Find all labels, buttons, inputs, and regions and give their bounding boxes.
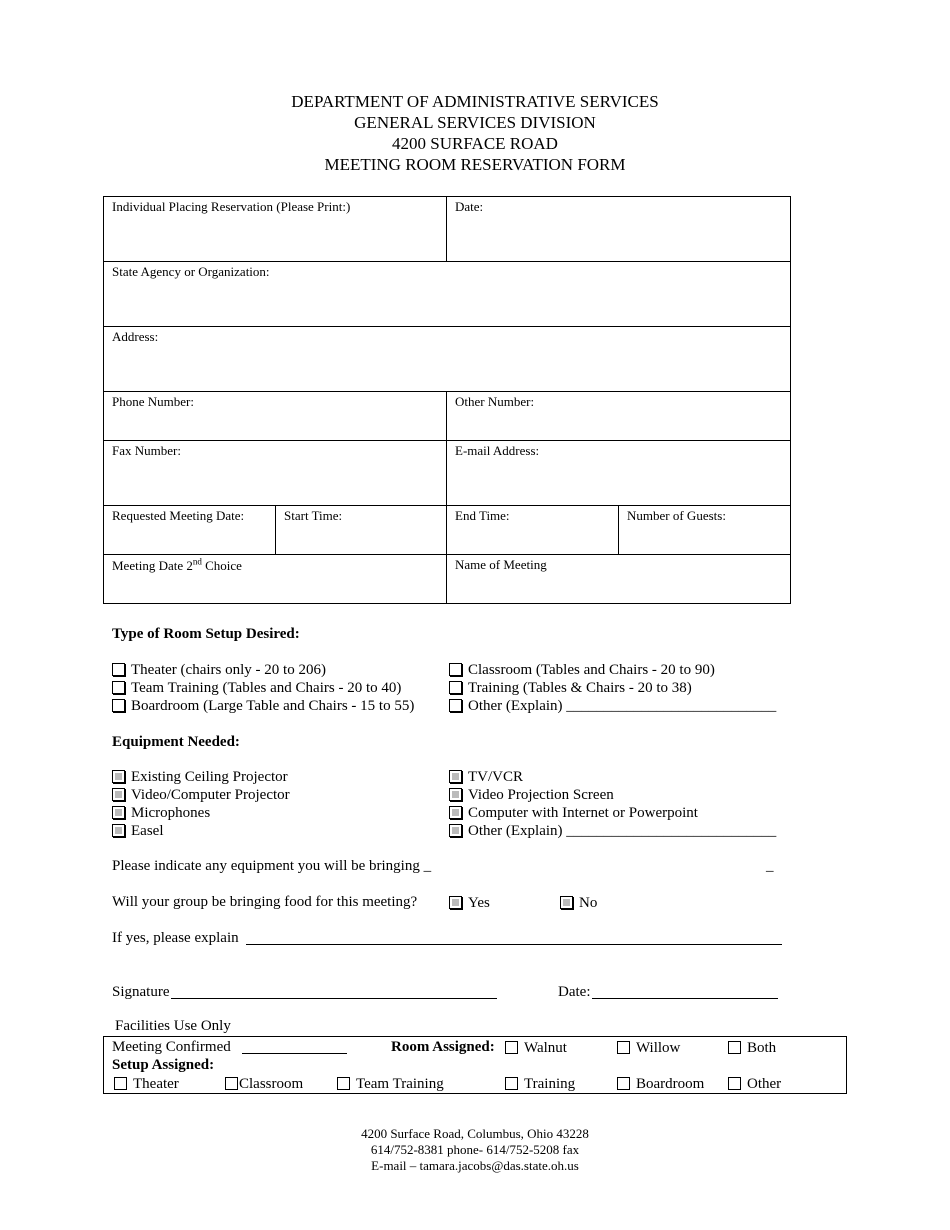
equipment-projection-screen[interactable]: Video Projection Screen [449, 786, 614, 804]
meeting-confirmed-line[interactable] [242, 1053, 347, 1054]
setup-assigned-theater[interactable]: Theater [114, 1075, 179, 1093]
checkbox-icon[interactable] [617, 1077, 630, 1090]
agency-label: State Agency or Organization: [112, 264, 270, 279]
checkbox-icon[interactable] [112, 663, 125, 676]
checkbox-icon[interactable] [505, 1077, 518, 1090]
individual-field[interactable] [103, 196, 447, 262]
checkbox-icon[interactable] [112, 824, 125, 837]
checkbox-icon[interactable] [449, 663, 462, 676]
checkbox-icon[interactable] [728, 1041, 741, 1054]
setup-assigned-training[interactable]: Training [505, 1075, 575, 1093]
header-line-2: GENERAL SERVICES DIVISION [354, 113, 596, 132]
checkbox-icon[interactable] [449, 824, 462, 837]
requested-date-label: Requested Meeting Date: [112, 508, 245, 523]
room-assigned-label: Room Assigned: [391, 1039, 495, 1055]
checkbox-icon[interactable] [505, 1041, 518, 1054]
room-willow-option[interactable]: Willow [617, 1039, 680, 1057]
equipment-tv-vcr[interactable]: TV/VCR [449, 768, 523, 786]
fax-field[interactable] [103, 440, 447, 506]
facilities-title: Facilities Use Only [115, 1018, 231, 1034]
checkbox-icon[interactable] [112, 770, 125, 783]
individual-label: Individual Placing Reservation (Please Print:) [112, 199, 351, 214]
second-choice-field[interactable] [103, 554, 447, 604]
setup-option-training[interactable]: Training (Tables & Chairs - 20 to 38) [449, 679, 692, 697]
equipment-other[interactable]: Other (Explain) ____________________________ [449, 822, 776, 840]
agency-field[interactable] [103, 261, 791, 327]
requested-date-field[interactable] [103, 505, 276, 555]
email-label: E-mail Address: [455, 443, 540, 458]
guests-field[interactable] [618, 505, 791, 555]
other-number-field[interactable] [446, 391, 791, 441]
checkbox-icon[interactable] [225, 1077, 238, 1090]
setup-option-classroom[interactable]: Classroom (Tables and Chairs - 20 to 90) [449, 661, 715, 679]
food-no-option[interactable]: No [560, 894, 597, 912]
food-explain-label: If yes, please explain [112, 930, 239, 946]
signature-line[interactable] [171, 998, 497, 999]
other-number-label: Other Number: [455, 394, 535, 409]
setup-assigned-classroom[interactable]: Classroom [225, 1075, 303, 1093]
header-line-1: DEPARTMENT OF ADMINISTRATIVE SERVICES [291, 92, 659, 111]
end-time-field[interactable] [446, 505, 619, 555]
checkbox-icon[interactable] [449, 788, 462, 801]
meeting-name-field[interactable] [446, 554, 791, 604]
phone-label: Phone Number: [112, 394, 194, 409]
setup-assigned-label: Setup Assigned: [112, 1057, 215, 1073]
setup-option-other[interactable]: Other (Explain) ____________________________ [449, 697, 776, 715]
equipment-title: Equipment Needed: [112, 734, 240, 750]
signature-date-label: Date: [558, 984, 591, 1000]
checkbox-icon[interactable] [337, 1077, 350, 1090]
second-choice-label: Meeting Date 2nd Choice [112, 557, 242, 574]
checkbox-icon[interactable] [449, 896, 462, 909]
equipment-computer[interactable]: Computer with Internet or Powerpoint [449, 804, 698, 822]
setup-assigned-other[interactable]: Other [728, 1075, 781, 1093]
form-title: MEETING ROOM RESERVATION FORM [324, 155, 626, 174]
room-setup-title: Type of Room Setup Desired: [112, 626, 300, 642]
food-yes-option[interactable]: Yes [449, 894, 490, 912]
address-label: Address: [112, 329, 159, 344]
checkbox-icon[interactable] [449, 699, 462, 712]
phone-field[interactable] [103, 391, 447, 441]
setup-option-boardroom[interactable]: Boardroom (Large Table and Chairs - 15 to 55) [112, 697, 414, 715]
footer-phone: 614/752-8381 phone- 614/752-5208 fax [370, 1142, 580, 1157]
signature-label: Signature [112, 984, 170, 1000]
date-field[interactable] [446, 196, 791, 262]
checkbox-icon[interactable] [112, 699, 125, 712]
food-question: Will your group be bringing food for this meeting? [112, 894, 418, 910]
meeting-confirmed-label: Meeting Confirmed [112, 1039, 231, 1055]
setup-assigned-boardroom[interactable]: Boardroom [617, 1075, 704, 1093]
checkbox-icon[interactable] [449, 806, 462, 819]
room-walnut-option[interactable]: Walnut [505, 1039, 567, 1057]
checkbox-icon[interactable] [112, 788, 125, 801]
footer-email: E-mail – tamara.jacobs@das.state.oh.us [371, 1158, 579, 1173]
equipment-microphones[interactable]: Microphones [112, 804, 210, 822]
equipment-ceiling-projector[interactable]: Existing Ceiling Projector [112, 768, 288, 786]
address-field[interactable] [103, 326, 791, 392]
checkbox-icon[interactable] [728, 1077, 741, 1090]
equipment-video-projector[interactable]: Video/Computer Projector [112, 786, 290, 804]
bringing-equipment-label: Please indicate any equipment you will be bringing _ [112, 858, 432, 874]
checkbox-icon[interactable] [449, 681, 462, 694]
checkbox-icon[interactable] [560, 896, 573, 909]
room-both-option[interactable]: Both [728, 1039, 776, 1057]
checkbox-icon[interactable] [112, 681, 125, 694]
email-field[interactable] [446, 440, 791, 506]
checkbox-icon[interactable] [112, 806, 125, 819]
guests-label: Number of Guests: [627, 508, 726, 523]
end-time-label: End Time: [455, 508, 510, 523]
start-time-label: Start Time: [284, 508, 343, 523]
start-time-field[interactable] [275, 505, 447, 555]
bringing-equipment-end: _ [766, 858, 774, 874]
fax-label: Fax Number: [112, 443, 181, 458]
setup-option-team-training[interactable]: Team Training (Tables and Chairs - 20 to 40) [112, 679, 401, 697]
checkbox-icon[interactable] [114, 1077, 127, 1090]
footer-address: 4200 Surface Road, Columbus, Ohio 43228 [361, 1126, 589, 1141]
header-line-3: 4200 SURFACE ROAD [392, 134, 558, 153]
checkbox-icon[interactable] [617, 1041, 630, 1054]
meeting-name-label: Name of Meeting [455, 557, 547, 572]
setup-assigned-team-training[interactable]: Team Training [337, 1075, 444, 1093]
signature-date-line[interactable] [592, 998, 778, 999]
equipment-easel[interactable]: Easel [112, 822, 163, 840]
food-explain-line[interactable] [246, 944, 782, 945]
setup-option-theater[interactable]: Theater (chairs only - 20 to 206) [112, 661, 326, 679]
date-label: Date: [455, 199, 484, 214]
checkbox-icon[interactable] [449, 770, 462, 783]
